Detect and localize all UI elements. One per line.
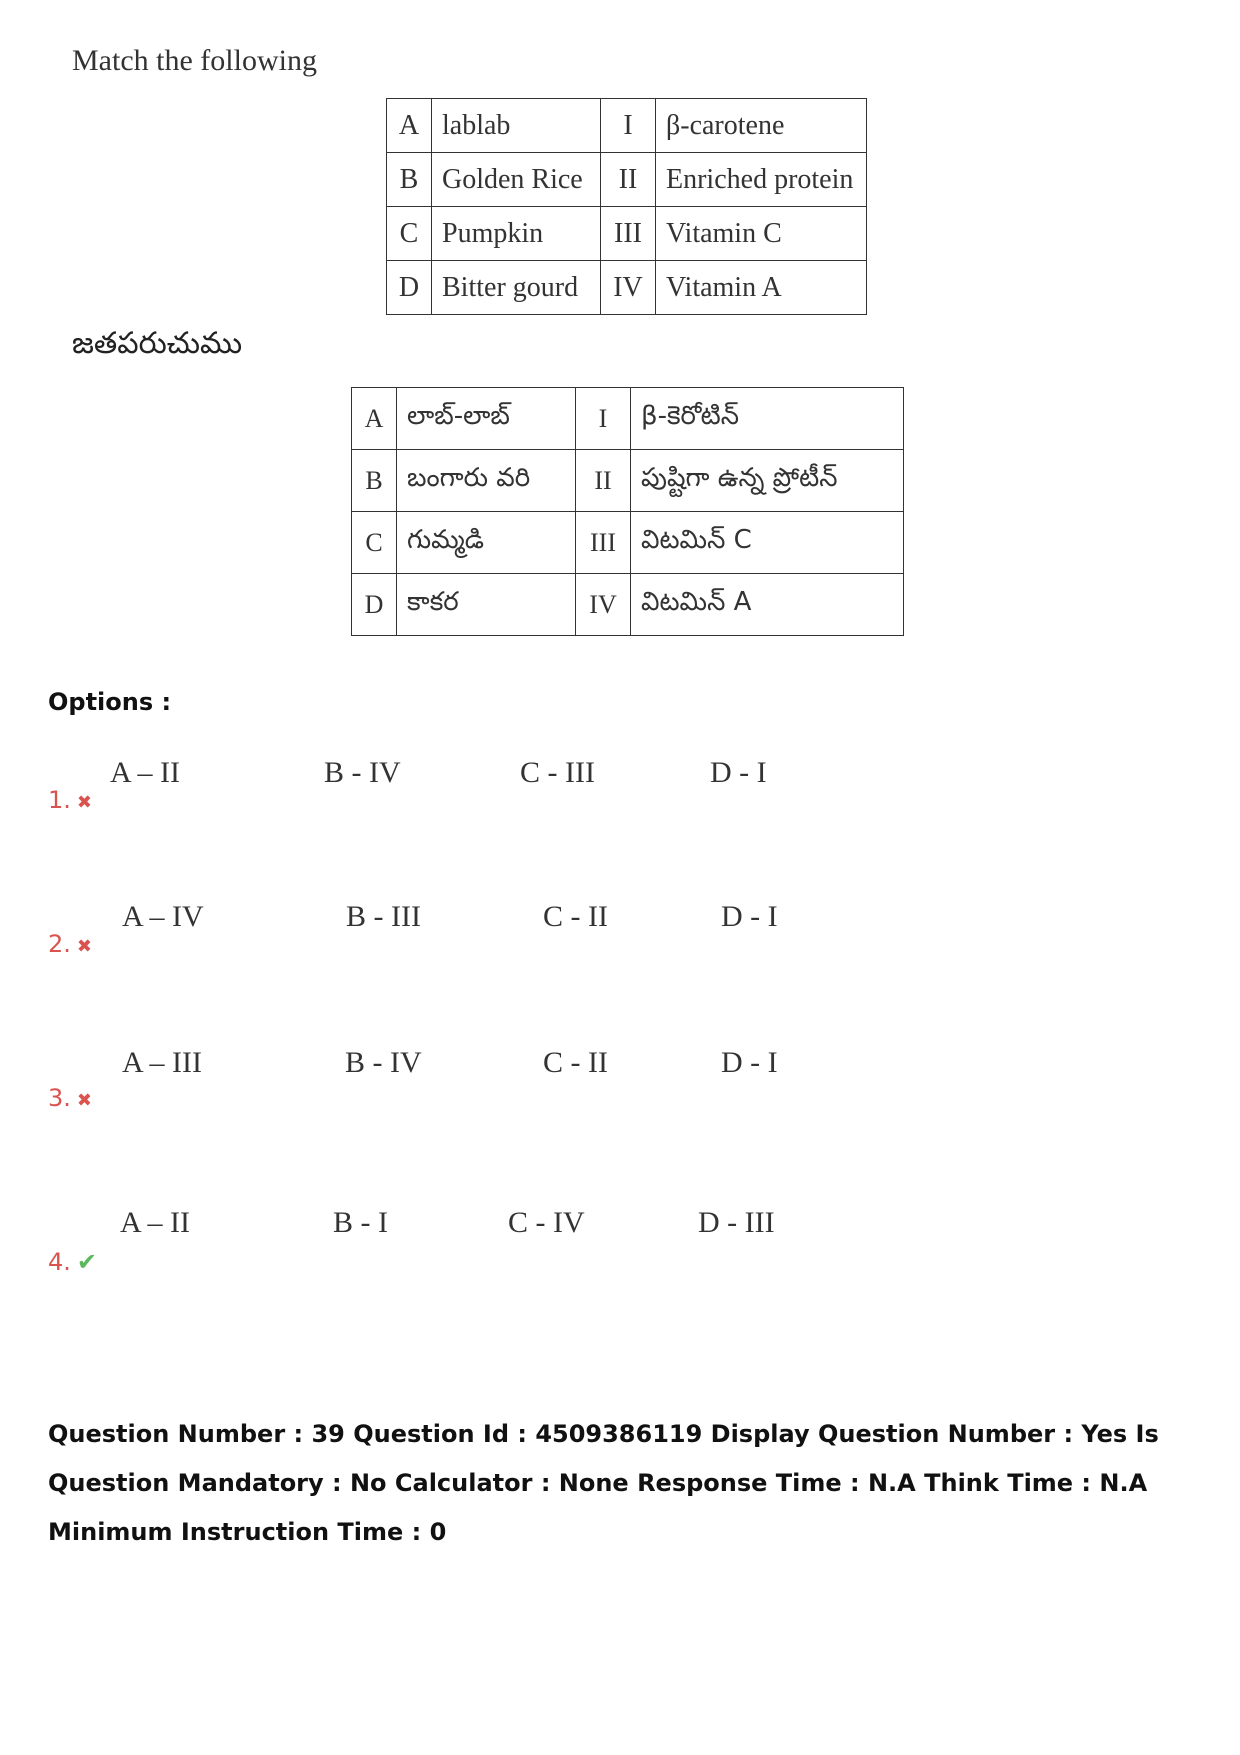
table-cell: I: [601, 99, 656, 153]
table-cell: I: [576, 388, 631, 450]
option-pair: B - IV: [345, 1046, 422, 1079]
option-pair: C - II: [543, 900, 608, 933]
table-cell: లాబ్-లాబ్: [397, 388, 576, 450]
table-cell: III: [576, 512, 631, 574]
table-cell: విటమిన్ A: [631, 574, 904, 636]
table-cell: II: [601, 153, 656, 207]
table-row: [352, 450, 904, 512]
table-cell: D: [352, 574, 397, 636]
question-metadata: Question Number : 39 Question Id : 4509386119 Display Question Number : Yes Is Question Mandatory : No Calculator : None Response Time : N.A Think Time : N.A Minimum Instruction Time : 0: [48, 1420, 1159, 1546]
table-cell: D: [387, 261, 432, 315]
option-pair: D - I: [710, 756, 767, 789]
cross-icon: ✖: [76, 936, 92, 957]
table-cell: C: [352, 512, 397, 574]
table-cell: lablab: [432, 99, 601, 153]
table-row: [387, 207, 867, 261]
table-row: [387, 153, 867, 207]
option-pair: C - II: [543, 1046, 608, 1079]
table-cell: Pumpkin: [432, 207, 601, 261]
table-cell: Golden Rice: [432, 153, 601, 207]
table-row: [352, 388, 904, 450]
table-cell: B: [352, 450, 397, 512]
match-table-telugu: [351, 387, 904, 636]
table-cell: II: [576, 450, 631, 512]
option-pair: A – IV: [122, 900, 204, 933]
option-pair: B - III: [346, 900, 421, 933]
checkmark-icon: ✔: [76, 1248, 98, 1276]
option-pair: A – III: [122, 1046, 202, 1079]
table-cell: IV: [601, 261, 656, 315]
option-number: [48, 930, 92, 958]
option-number: [48, 1248, 97, 1276]
options-label: Options :: [48, 688, 172, 716]
table-row: [352, 574, 904, 636]
table-cell: β-carotene: [656, 99, 867, 153]
table-row: [387, 261, 867, 315]
cross-icon: ✖: [76, 1090, 92, 1111]
table-cell: B: [387, 153, 432, 207]
option-number: [48, 1084, 92, 1112]
table-cell: IV: [576, 574, 631, 636]
table-cell: పుష్టిగా ఉన్న ప్రోటీన్: [631, 450, 904, 512]
option-pair: A – II: [120, 1206, 190, 1239]
option-pair: B - I: [333, 1206, 388, 1239]
question-heading-te: జతపరుచుము: [72, 326, 243, 361]
table-cell: Bitter gourd: [432, 261, 601, 315]
option-number-text: 3.: [48, 1084, 71, 1112]
table-row: [387, 99, 867, 153]
table-row: [352, 512, 904, 574]
cross-icon: ✖: [76, 792, 92, 813]
option-number: [48, 786, 92, 814]
option-number-text: 4.: [48, 1248, 71, 1276]
option-pair: D - I: [721, 1046, 778, 1079]
table-cell: Enriched protein: [656, 153, 867, 207]
option-pair: B - IV: [324, 756, 401, 789]
option-pair: D - III: [698, 1206, 775, 1239]
option-pair: A – II: [110, 756, 180, 789]
table-cell: బంగారు వరి: [397, 450, 576, 512]
option-pair: C - IV: [508, 1206, 585, 1239]
table-cell: C: [387, 207, 432, 261]
option-pair: D - I: [721, 900, 778, 933]
table-cell: A: [387, 99, 432, 153]
table-cell: Vitamin A: [656, 261, 867, 315]
option-pair: C - III: [520, 756, 595, 789]
option-number-text: 1.: [48, 786, 71, 814]
table-cell: Vitamin C: [656, 207, 867, 261]
table-cell: విటమిన్ C: [631, 512, 904, 574]
table-cell: β-కెరోటిన్: [631, 388, 904, 450]
match-table-english: [386, 98, 867, 315]
table-cell: III: [601, 207, 656, 261]
question-heading-en: Match the following: [72, 44, 317, 77]
table-cell: గుమ్మడి: [397, 512, 576, 574]
table-cell: A: [352, 388, 397, 450]
table-cell: కాకర: [397, 574, 576, 636]
option-number-text: 2.: [48, 930, 71, 958]
